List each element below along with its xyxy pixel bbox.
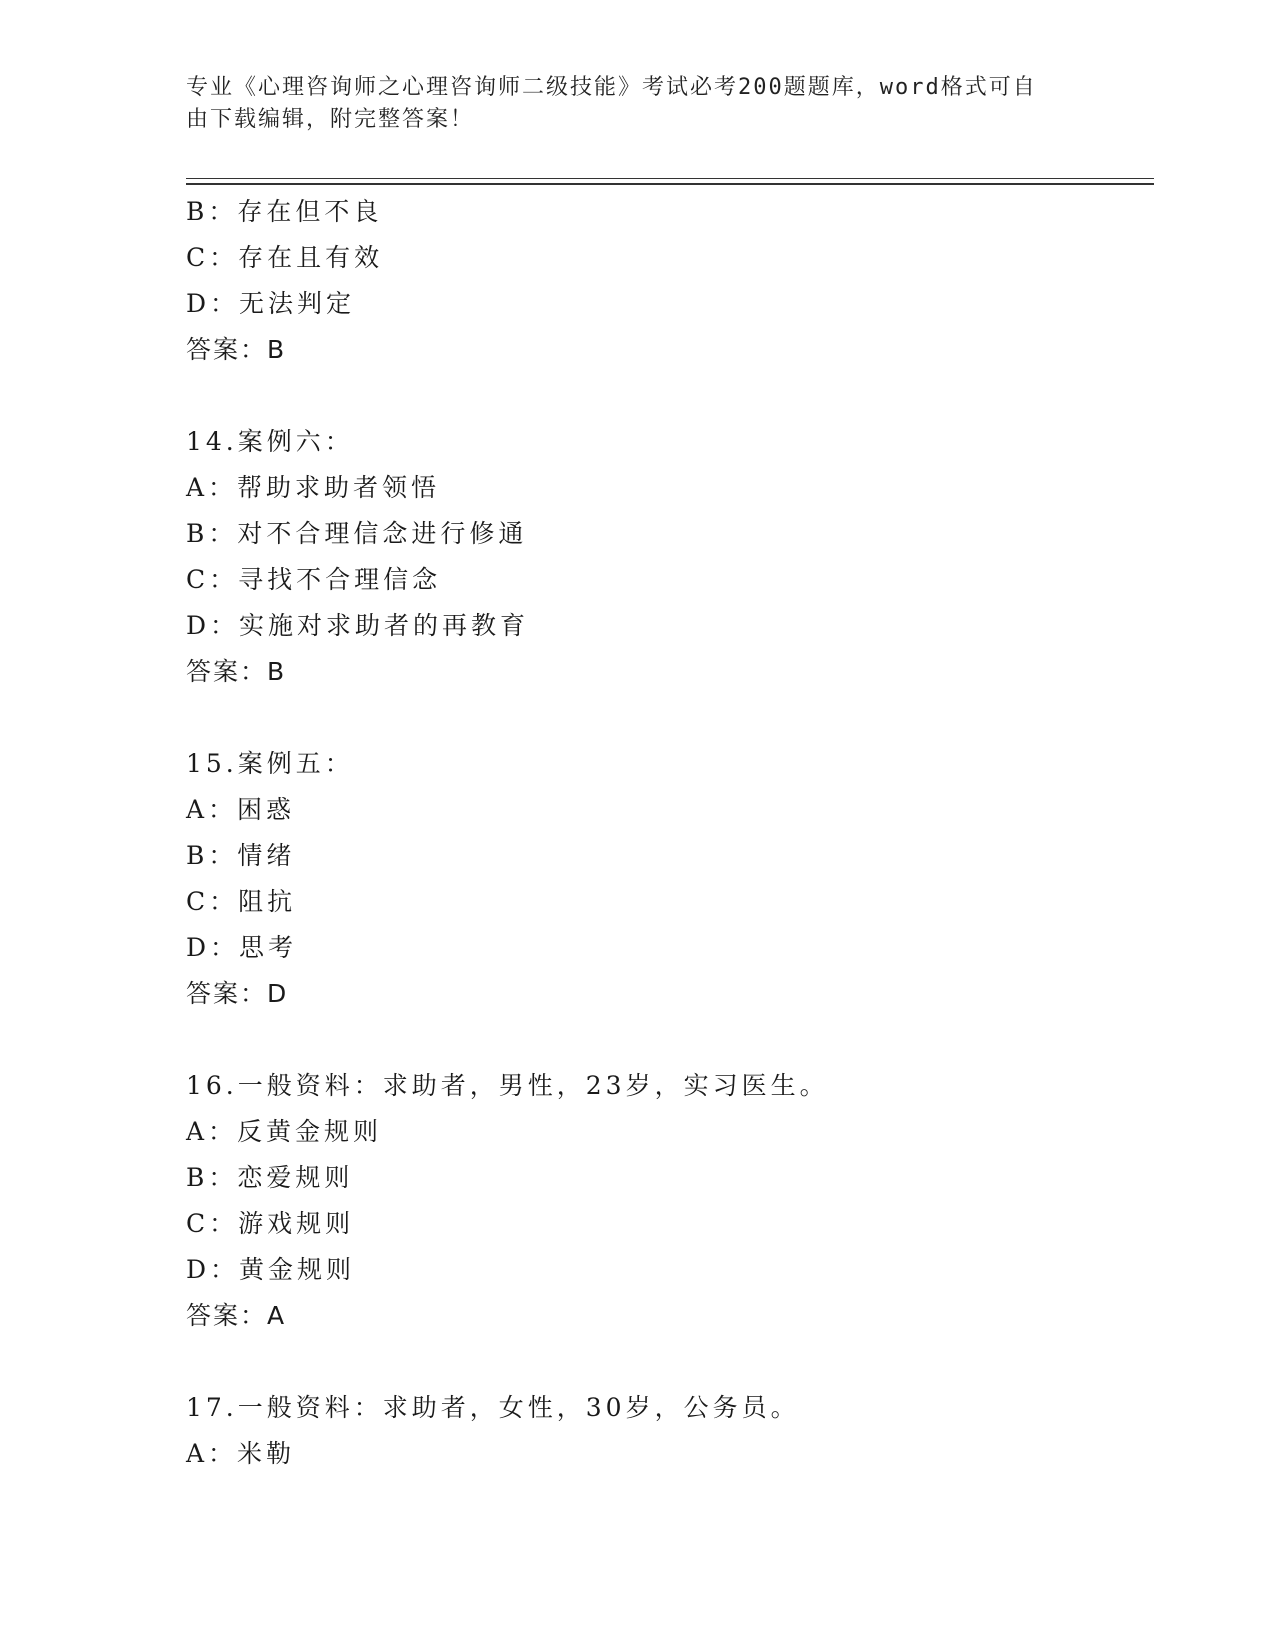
header-divider-thin — [186, 178, 1154, 179]
option-c: C：寻找不合理信念 — [186, 565, 442, 594]
option-b: B：对不合理信念进行修通 — [186, 519, 528, 548]
document-header — [186, 72, 1066, 136]
option-a: A：帮助求助者领悟 — [186, 473, 441, 502]
option-a: A：米勒 — [186, 1439, 296, 1468]
question-16: 16.一般资料：求助者，男性，23岁，实习医生。 — [186, 1071, 829, 1100]
option-d: D：实施对求助者的再教育 — [186, 611, 530, 640]
answer-line: 答案：D — [186, 979, 289, 1008]
question-15: 15.案例五： — [186, 749, 354, 778]
option-b: B：情绪 — [186, 841, 296, 870]
spacer — [186, 373, 1146, 419]
answer-line: 答案：B — [186, 335, 287, 364]
option-c: C：游戏规则 — [186, 1209, 355, 1238]
option-c: C：存在且有效 — [186, 243, 384, 272]
question-14: 14.案例六： — [186, 427, 354, 456]
answer-line: 答案：A — [186, 1301, 287, 1330]
question-list — [186, 189, 1146, 1477]
header-line-2: 由下载编辑，附完整答案！ — [186, 107, 475, 132]
header-line-1: 专业《心理咨询师之心理咨询师二级技能》考试必考200题题库，word格式可自 — [186, 75, 1037, 100]
spacer — [186, 1017, 1146, 1063]
option-d: D：黄金规则 — [186, 1255, 356, 1284]
header-divider-thick — [186, 183, 1154, 185]
option-c: C：阻抗 — [186, 887, 297, 916]
option-b: B：恋爱规则 — [186, 1163, 354, 1192]
option-a: A：反黄金规则 — [186, 1117, 383, 1146]
question-17: 17.一般资料：求助者，女性，30岁，公务员。 — [186, 1393, 800, 1422]
spacer — [186, 1339, 1146, 1385]
answer-line: 答案：B — [186, 657, 287, 686]
option-a: A：困惑 — [186, 795, 296, 824]
option-d: D：思考 — [186, 933, 298, 962]
spacer — [186, 695, 1146, 741]
option-d: D：无法判定 — [186, 289, 356, 318]
option-b: B：存在但不良 — [186, 197, 383, 226]
